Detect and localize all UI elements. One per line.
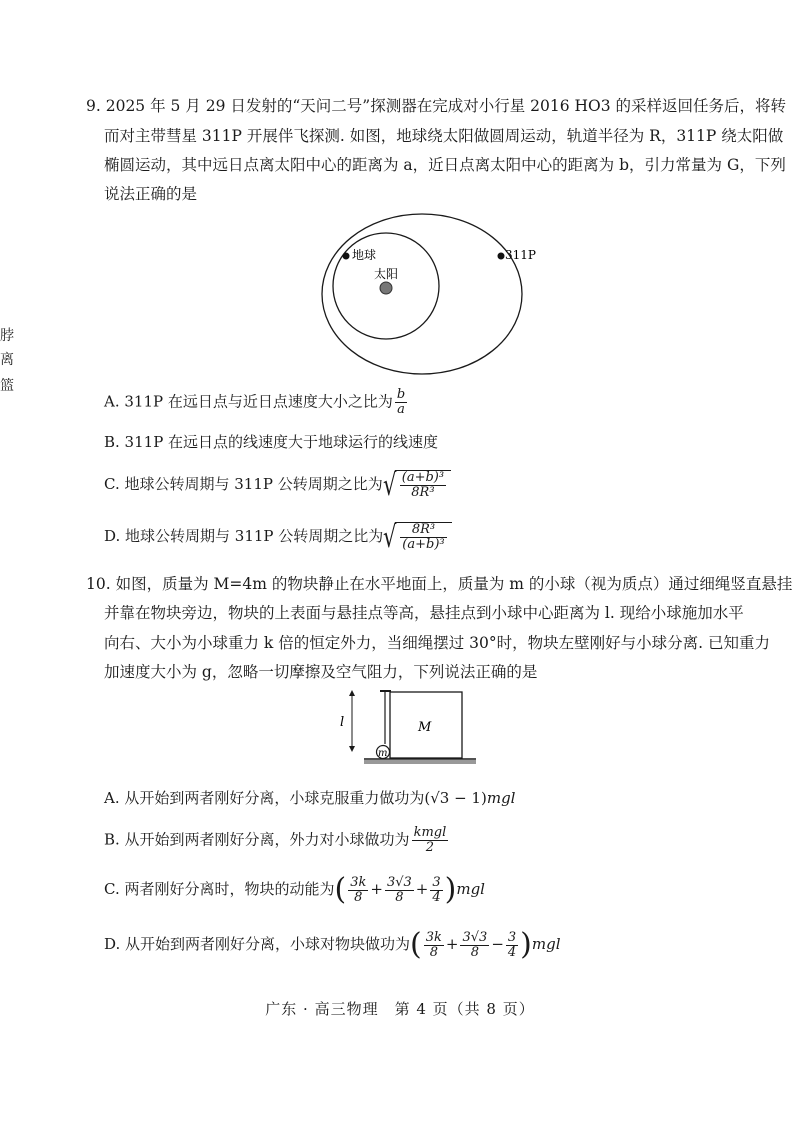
q10-c-t1-den: 8 (354, 889, 363, 905)
q10-d-t3-den: 4 (507, 944, 517, 960)
ground-hatch (364, 760, 476, 764)
q10-a-expr: (√3 − 1) (424, 789, 487, 807)
q9-d-den: (a+b)³ (402, 537, 445, 552)
q10-c-t2-den: 8 (395, 889, 404, 905)
q10-line-1: 10. 如图，质量为 M=4m 的物块静止在水平地面上，质量为 m 的小球（视为质点）通过细绳竖直悬挂 (86, 575, 793, 593)
length-label: l (340, 715, 345, 730)
q9-option-d-text: D. 地球公转周期与 311P 公转周期之比为 (104, 527, 384, 545)
comet-label: 311P (505, 248, 536, 262)
page-footer: 广东 · 高三物理 第 4 页（共 8 页） (265, 1000, 535, 1018)
q9-c-den: 8R³ (411, 485, 435, 500)
q10-option-d: D. 从开始到两者刚好分离，小球对物块做功为( $\frac{3k}{8}$ + $\frac{3√3}{8}$ − $\frac{3}{4}$ )mgl (104, 927, 561, 962)
earth-dot (343, 253, 350, 260)
arrow-down-icon (349, 746, 355, 752)
q10-d-t1-den: 8 (429, 944, 438, 960)
q10-option-b (104, 826, 450, 855)
q9-line-4: 说法正确的是 (104, 185, 198, 203)
q9-option-b: B. 311P 在远日点的线速度大于地球运行的线速度 (104, 433, 439, 451)
q10-c-op1: + (370, 880, 383, 898)
q9-option-a (104, 388, 409, 417)
q10-c-unit: mgl (456, 880, 485, 898)
side-mark-3: 篮 (0, 378, 14, 394)
q10-b-den: 2 (425, 840, 435, 855)
q10-c-t3-num: 3 (432, 874, 441, 890)
q10-b-num: kmgl (413, 825, 447, 840)
q10-d-t1-num: 3k (425, 929, 442, 945)
q10-d-t2-num: 3√3 (462, 929, 488, 945)
block-label: M (418, 720, 432, 735)
q10-d-op1: + (445, 935, 459, 953)
q10-option-a-text: A. 从开始到两者刚好分离，小球克服重力做功为 (104, 789, 425, 807)
q10-option-c: C. 两者刚好分离时，物块的动能为( $\frac{3k}{8}$ + $\frac{3√3}{8}$ + $\frac{3}{4}$ )mgl (104, 872, 485, 907)
q9-line-1: 9. 2025 年 5 月 29 日发射的“天问二号”探测器在完成对小行星 2016 HO3 的采样返回任务后，将转 (86, 97, 787, 115)
q10-d-t2-den: 8 (470, 944, 480, 960)
sun-icon (380, 282, 392, 294)
q9-a-den: a (397, 402, 405, 417)
q10-d-op2: − (491, 935, 504, 953)
q10-option-b-text: B. 从开始到两者刚好分离，外力对小球做功为 (104, 830, 410, 849)
comet-dot (498, 253, 505, 260)
q10-c-t1-num: 3k (350, 874, 367, 890)
comet-orbit (322, 214, 522, 374)
q9-c-num: (a+b)³ (401, 470, 445, 485)
q10-option-d-text: D. 从开始到两者刚好分离，小球对物块做功为 (104, 935, 411, 953)
side-mark-1: 脖 (0, 328, 14, 344)
q10-a-unit: mgl (486, 789, 516, 807)
q9-line-2: 而对主带彗星 311P 开展伴飞探测. 如图，地球绕太阳做圆周运动，轨道半径为 R，311P 绕太阳做 (104, 127, 784, 145)
q9-option-c-text: C. 地球公转周期与 311P 公转周期之比为 (104, 475, 383, 493)
arrow-up-icon (349, 690, 355, 696)
orbit-figure (318, 206, 538, 382)
q10-c-op2: + (415, 880, 429, 898)
q10-option-a (104, 788, 515, 808)
side-mark-2: 离 (0, 352, 14, 368)
q10-d-t3-num: 3 (507, 929, 517, 945)
earth-label: 地球 (352, 248, 377, 262)
q9-line-3: 椭圆运动，其中远日点离太阳中心的距离为 a，近日点离太阳中心的距离为 b，引力常量为 G，下列 (104, 156, 786, 174)
q9-option-c: C. 地球公转周期与 311P 公转周期之比为 √ $\frac{\text{(a+b)³}}{\text{8R³}}$ (104, 470, 451, 500)
block-ball-figure (340, 686, 480, 774)
q10-line-2: 并靠在物块旁边，物块的上表面与悬挂点等高，悬挂点到小球中心距离为 l. 现给小球施加水平 (104, 604, 744, 622)
q9-d-num: 8R³ (400, 523, 446, 538)
q10-line-4: 加速度大小为 g，忽略一切摩擦及空气阻力，下列说法正确的是 (104, 663, 538, 681)
q9-option-a-text: A. 311P 在远日点与近日点速度大小之比为 (104, 392, 393, 411)
q10-line-3: 向右、大小为小球重力 k 倍的恒定外力，当细绳摆过 30°时，物块左壁刚好与小球分离. 已知重力 (104, 634, 771, 652)
q9-option-d: D. 地球公转周期与 311P 公转周期之比为 √ $\frac{\text{8R³}}{\text{(a+b)³}}$ (104, 522, 452, 552)
ball-label: m (378, 748, 388, 759)
q9-option-a-frac (395, 388, 407, 417)
q10-option-c-text: C. 两者刚好分离时，物块的动能为 (104, 880, 335, 898)
q9-a-num: b (396, 387, 406, 402)
sun-label: 太阳 (374, 267, 399, 281)
q10-c-t2-num: 3√3 (386, 874, 412, 890)
q10-c-t3-den: 4 (432, 889, 441, 905)
q10-d-unit: mgl (531, 935, 561, 953)
